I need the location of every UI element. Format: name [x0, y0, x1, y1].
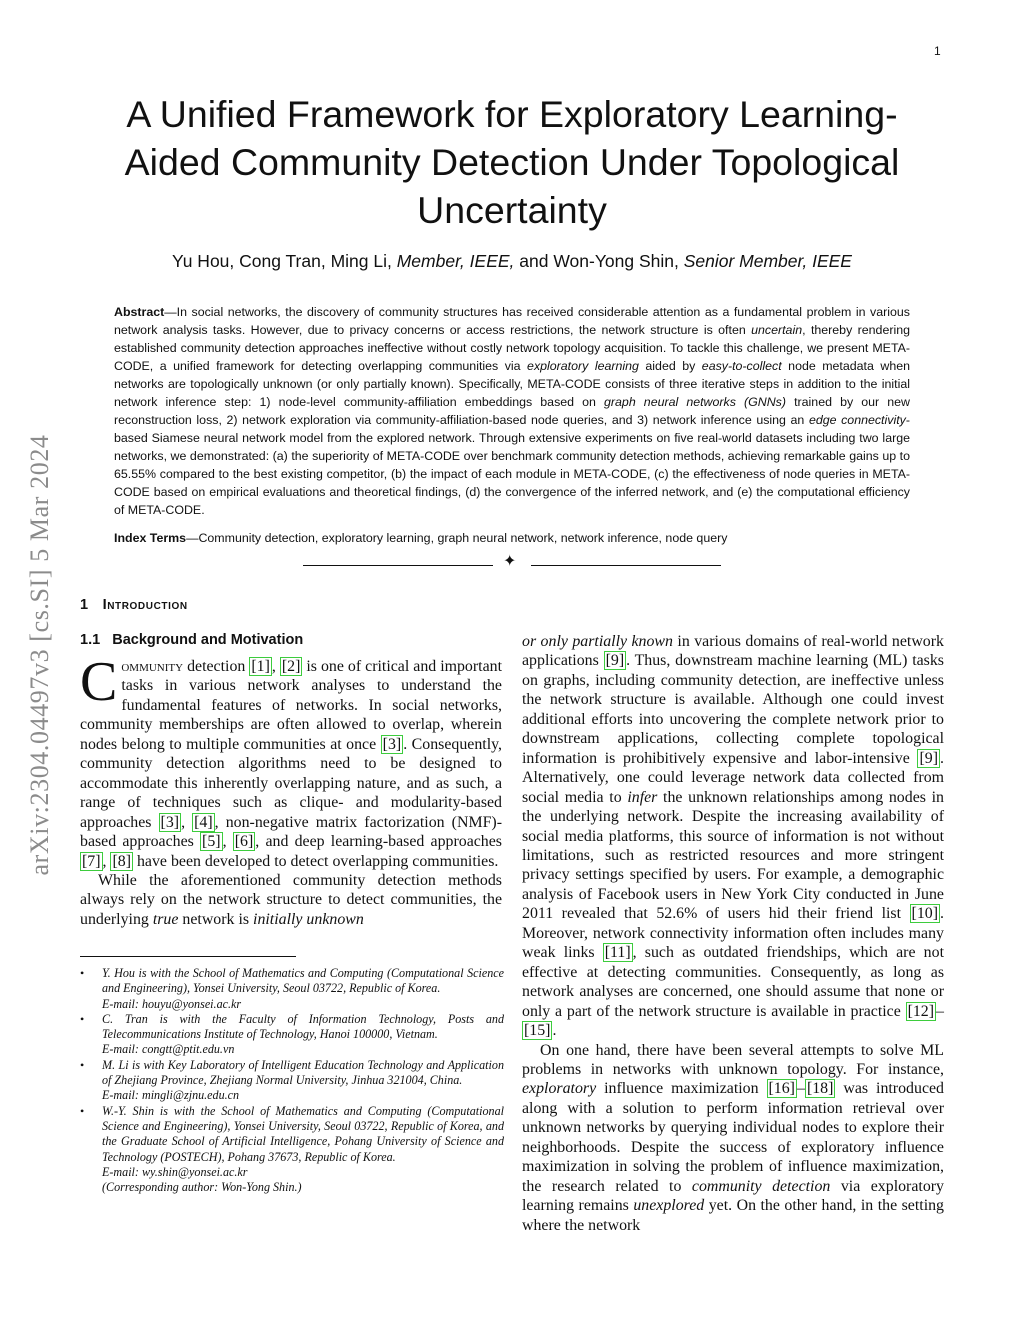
body-text: . Moreover, network connectivity information often includes many weak links — [522, 905, 944, 962]
citation-link[interactable]: [16] — [768, 1080, 795, 1098]
abstract-text: —In social networks, the discovery of community structures has received considerable attention as a fundamental problem in various network analysis tasks. However, due to privacy concerns or access restrictions, the network structure is often — [114, 305, 910, 337]
body-text: was introduced along with a solution to perform information retrieval over unknown networks by querying individual nodes to explore their neighborhoods. Despite the success of exploratory influence maximization in solving the problem of influence maximization, the research related to — [522, 1080, 944, 1195]
footnote-rule — [80, 956, 296, 957]
citation-link[interactable]: [8] — [112, 852, 132, 870]
right-column — [522, 632, 944, 1235]
footnote-email: E-mail: congtt@ptit.edu.vn — [102, 1042, 235, 1057]
bullet-icon: • — [80, 1103, 85, 1118]
body-text: detection — [183, 658, 250, 675]
author-line — [100, 250, 924, 272]
arxiv-sidebar-stamp[interactable]: arXiv:2304.04497v3 [cs.SI] 5 Mar 2024 — [25, 434, 54, 876]
body-text: . Thus, downstream machine learning (ML) tasks on graphs, including community detection, are ineffective unless the network structure is available. Although one could invest additional efforts into uncovering the complete network prior to downstream applications, collecting complete topological information is prohibitively expensive and labor-intensive — [522, 652, 944, 767]
body-text: . Alternatively, one could leverage network data collected from social media to — [522, 749, 944, 806]
body-text: have been developed to detect overlapping communities. — [133, 852, 499, 870]
abstract-text: node metadata when networks are topologically unknown (or only partially known). Specifically, META-CODE consists of three iterative steps in addition to the initial network inference step: 1) node-level community-affiliation embeddings based on — [114, 359, 910, 409]
citation-link[interactable]: [5] — [202, 833, 221, 851]
subsection-heading — [80, 632, 303, 648]
body-text: While the aforementioned community detection methods always rely on the network structure to detect communities, the underlying — [80, 871, 502, 928]
footnote-email: E-mail: mingli@zjnu.edu.cn — [102, 1088, 240, 1103]
subsection-title: Background and Motivation — [112, 632, 304, 648]
footnote-text: Y. Hou is with the School of Mathematics and Computing (Computational Science and Engineering), Yonsei University, Seoul 03722, Republic of Korea. — [102, 966, 504, 996]
citation-link[interactable]: [7] — [82, 852, 101, 870]
right-paragraph-1 — [522, 632, 944, 1041]
body-text: – — [796, 1080, 805, 1098]
bullet-icon: • — [80, 966, 85, 980]
right-paragraph-2 — [522, 1041, 944, 1236]
footnote-tran — [80, 1012, 504, 1058]
first-word-smallcaps: ommunity — [121, 658, 184, 675]
body-text: , and deep learning-based approaches — [255, 833, 502, 851]
body-emph: community detection — [691, 1177, 831, 1195]
bullet-icon: • — [80, 1057, 85, 1072]
abstract-emph: graph neural networks (GNNs) — [604, 395, 786, 409]
section-heading — [80, 597, 188, 613]
footnote-text: M. Li is with Key Laboratory of Intelligent Education Technology and Application of Zhejiang Province, Zhejiang Normal University, Jinhua 321004, China. — [102, 1057, 504, 1088]
body-text: network is — [178, 910, 254, 928]
footnotes — [80, 966, 504, 1195]
body-emph: true — [152, 910, 179, 928]
author-names: Yu Hou, Cong Tran, Ming Li, — [172, 251, 397, 271]
citation-link[interactable]: [4] — [194, 813, 213, 831]
body-text: , — [222, 833, 233, 851]
body-text: the unknown relationships among nodes in the underlying network. Despite the increasing availability of social media platforms, this source of information is not without limitations, such as restricted resources and more stringent privacy settings specified by users. For example, a demographic analysis of Facebook users in New York City conducted in June 2011 revealed that 52.6% of users hid their friend list — [522, 788, 944, 923]
footnote-li — [80, 1058, 504, 1104]
citation-link[interactable]: [3] — [160, 813, 180, 831]
footnote-text: W.-Y. Shin is with the School of Mathematics and Computing (Computational Science and Engineering), Yonsei University, Seoul 03722, Republic of Korea, and the Graduate School of Artificial Intelligence, Pohang University of Science and Technology (POSTECH), Pohang 37673, Republic of Korea. — [102, 1103, 504, 1164]
body-text: , non-negative matrix factorization (NMF)-based approaches — [80, 813, 502, 851]
index-terms-text: —Community detection, exploratory learning, graph neural network, network inference, node query — [186, 531, 728, 545]
abstract-emph: uncertain — [751, 323, 803, 337]
abstract-emph: edge connectivity — [808, 413, 906, 427]
author-li-role: Member, IEEE, — [396, 251, 515, 271]
body-text: , — [271, 658, 280, 675]
section-title: Introduction — [102, 597, 188, 613]
footnote-email: E-mail: houyu@yonsei.ac.kr — [102, 996, 242, 1011]
body-text: . — [552, 1022, 557, 1040]
footnote-corresponding: (Corresponding author: Won-Yong Shin.) — [102, 1180, 302, 1195]
body-emph: infer — [627, 788, 658, 806]
left-column — [80, 651, 503, 929]
citation-link[interactable]: [6] — [234, 833, 254, 851]
body-text: . Consequently, community detection algorithms need to be designed to accommodate this inherently overlapping nature, and as such, a range of techniques such as clique- and modularity-based approaches — [80, 735, 503, 831]
body-text: in various domains of real-world network applications — [522, 633, 944, 670]
abstract-text: -based Siamese neural network model from the explored network. Through extensive experiments on five real-world datasets including two large networks, we demonstrated: (a) the superiority of META-CODE over benchmark community detection methods, achieving remarkable gains up to 65.55% compared to the best existing competitor, (b) the impact of each module in META-CODE, (c) the effectiveness of node queries in META-CODE based on empirical evaluations and theoretical findings, (d) the convergence of the inferred network, and (e) the computational efficiency of META-CODE. — [114, 413, 910, 517]
body-text: , — [102, 852, 111, 870]
footnote-email: E-mail: wy.shin@yonsei.ac.kr — [102, 1164, 248, 1179]
citation-link[interactable]: [2] — [281, 658, 301, 675]
citation-link[interactable]: [11] — [604, 944, 631, 962]
index-terms — [114, 529, 910, 547]
body-emph: exploratory — [522, 1080, 597, 1098]
subsection-number: 1.1 — [80, 632, 101, 648]
body-text: On one hand, there have been several attempts to solve ML problems in networks with unknown topology. For instance, — [522, 1041, 944, 1078]
abstract-text: aided by — [638, 359, 702, 373]
footnote-shin — [80, 1104, 504, 1196]
drop-cap: C — [80, 651, 118, 713]
abstract-emph: easy-to-collect — [701, 359, 782, 373]
index-terms-label: Index Terms — [114, 531, 187, 545]
body-text: , such as outdated friendships, which are not effective at detecting communities. Consequently, as long as network analyses are concerned, one should assume that none or only a part of the network structure is available in practice — [522, 944, 944, 1020]
abstract-text: trained by our new reconstruction loss, 2) network exploration via community-affiliation-based node queries, and 3) network inference using an — [114, 395, 910, 427]
body-text: influence maximization — [596, 1080, 767, 1098]
separator-rule-right — [531, 565, 721, 566]
citation-link[interactable]: [10] — [911, 905, 939, 923]
citation-link[interactable]: [12] — [907, 1002, 935, 1020]
abstract-emph: exploratory learning — [527, 359, 639, 373]
body-text: – — [936, 1002, 944, 1020]
citation-link[interactable]: [1] — [251, 658, 270, 675]
body-emph: or only partially known — [522, 633, 673, 650]
author-shin-role: Senior Member, IEEE — [683, 251, 852, 271]
citation-link[interactable]: [9] — [605, 652, 625, 670]
body-text: , — [181, 813, 193, 831]
page-number: 1 — [934, 44, 941, 58]
abstract — [114, 303, 910, 519]
body-emph: unexplored — [633, 1197, 705, 1215]
body-text: via exploratory learning remains — [522, 1177, 944, 1215]
abstract-text: , thereby rendering established community detection approaches ineffective without costly network topology acquisition. To tackle this challenge, we present META-CODE, a unified framework for detecting overlapping communities via — [114, 323, 911, 373]
footnote-text: C. Tran is with the Faculty of Information Technology, Posts and Telecommunications Institute of Technology, Hanoi 100000, Vietnam. — [102, 1011, 504, 1042]
body-text: is one of critical and important tasks in various network analyses to understand the fundamental features of networks. In social networks, community memberships are often allowed to overlap, wherein nodes belong to multiple communities at once — [80, 658, 503, 753]
abstract-label: Abstract — [114, 305, 165, 319]
left-paragraph-1 — [80, 651, 503, 871]
citation-link[interactable]: [18] — [806, 1080, 834, 1098]
author-connector: and Won-Yong Shin, — [514, 251, 684, 271]
section-number: 1 — [80, 597, 89, 613]
bullet-icon: • — [80, 1011, 85, 1026]
paper-title: A Unified Framework for Exploratory Learning-Aided Community Detection Under Topological Uncertainty — [124, 93, 900, 231]
body-emph: initially unknown — [253, 910, 364, 928]
separator-rule-left — [303, 565, 493, 566]
citation-link[interactable]: [9] — [919, 749, 939, 767]
citation-link[interactable]: [3] — [382, 735, 402, 753]
citation-link[interactable]: [15] — [524, 1022, 551, 1040]
left-paragraph-2 — [80, 871, 502, 929]
footnote-hou — [80, 966, 504, 1012]
body-text: yet. On the other hand, in the setting where the network — [522, 1197, 944, 1234]
separator-diamond-icon: ✦ — [503, 553, 517, 570]
